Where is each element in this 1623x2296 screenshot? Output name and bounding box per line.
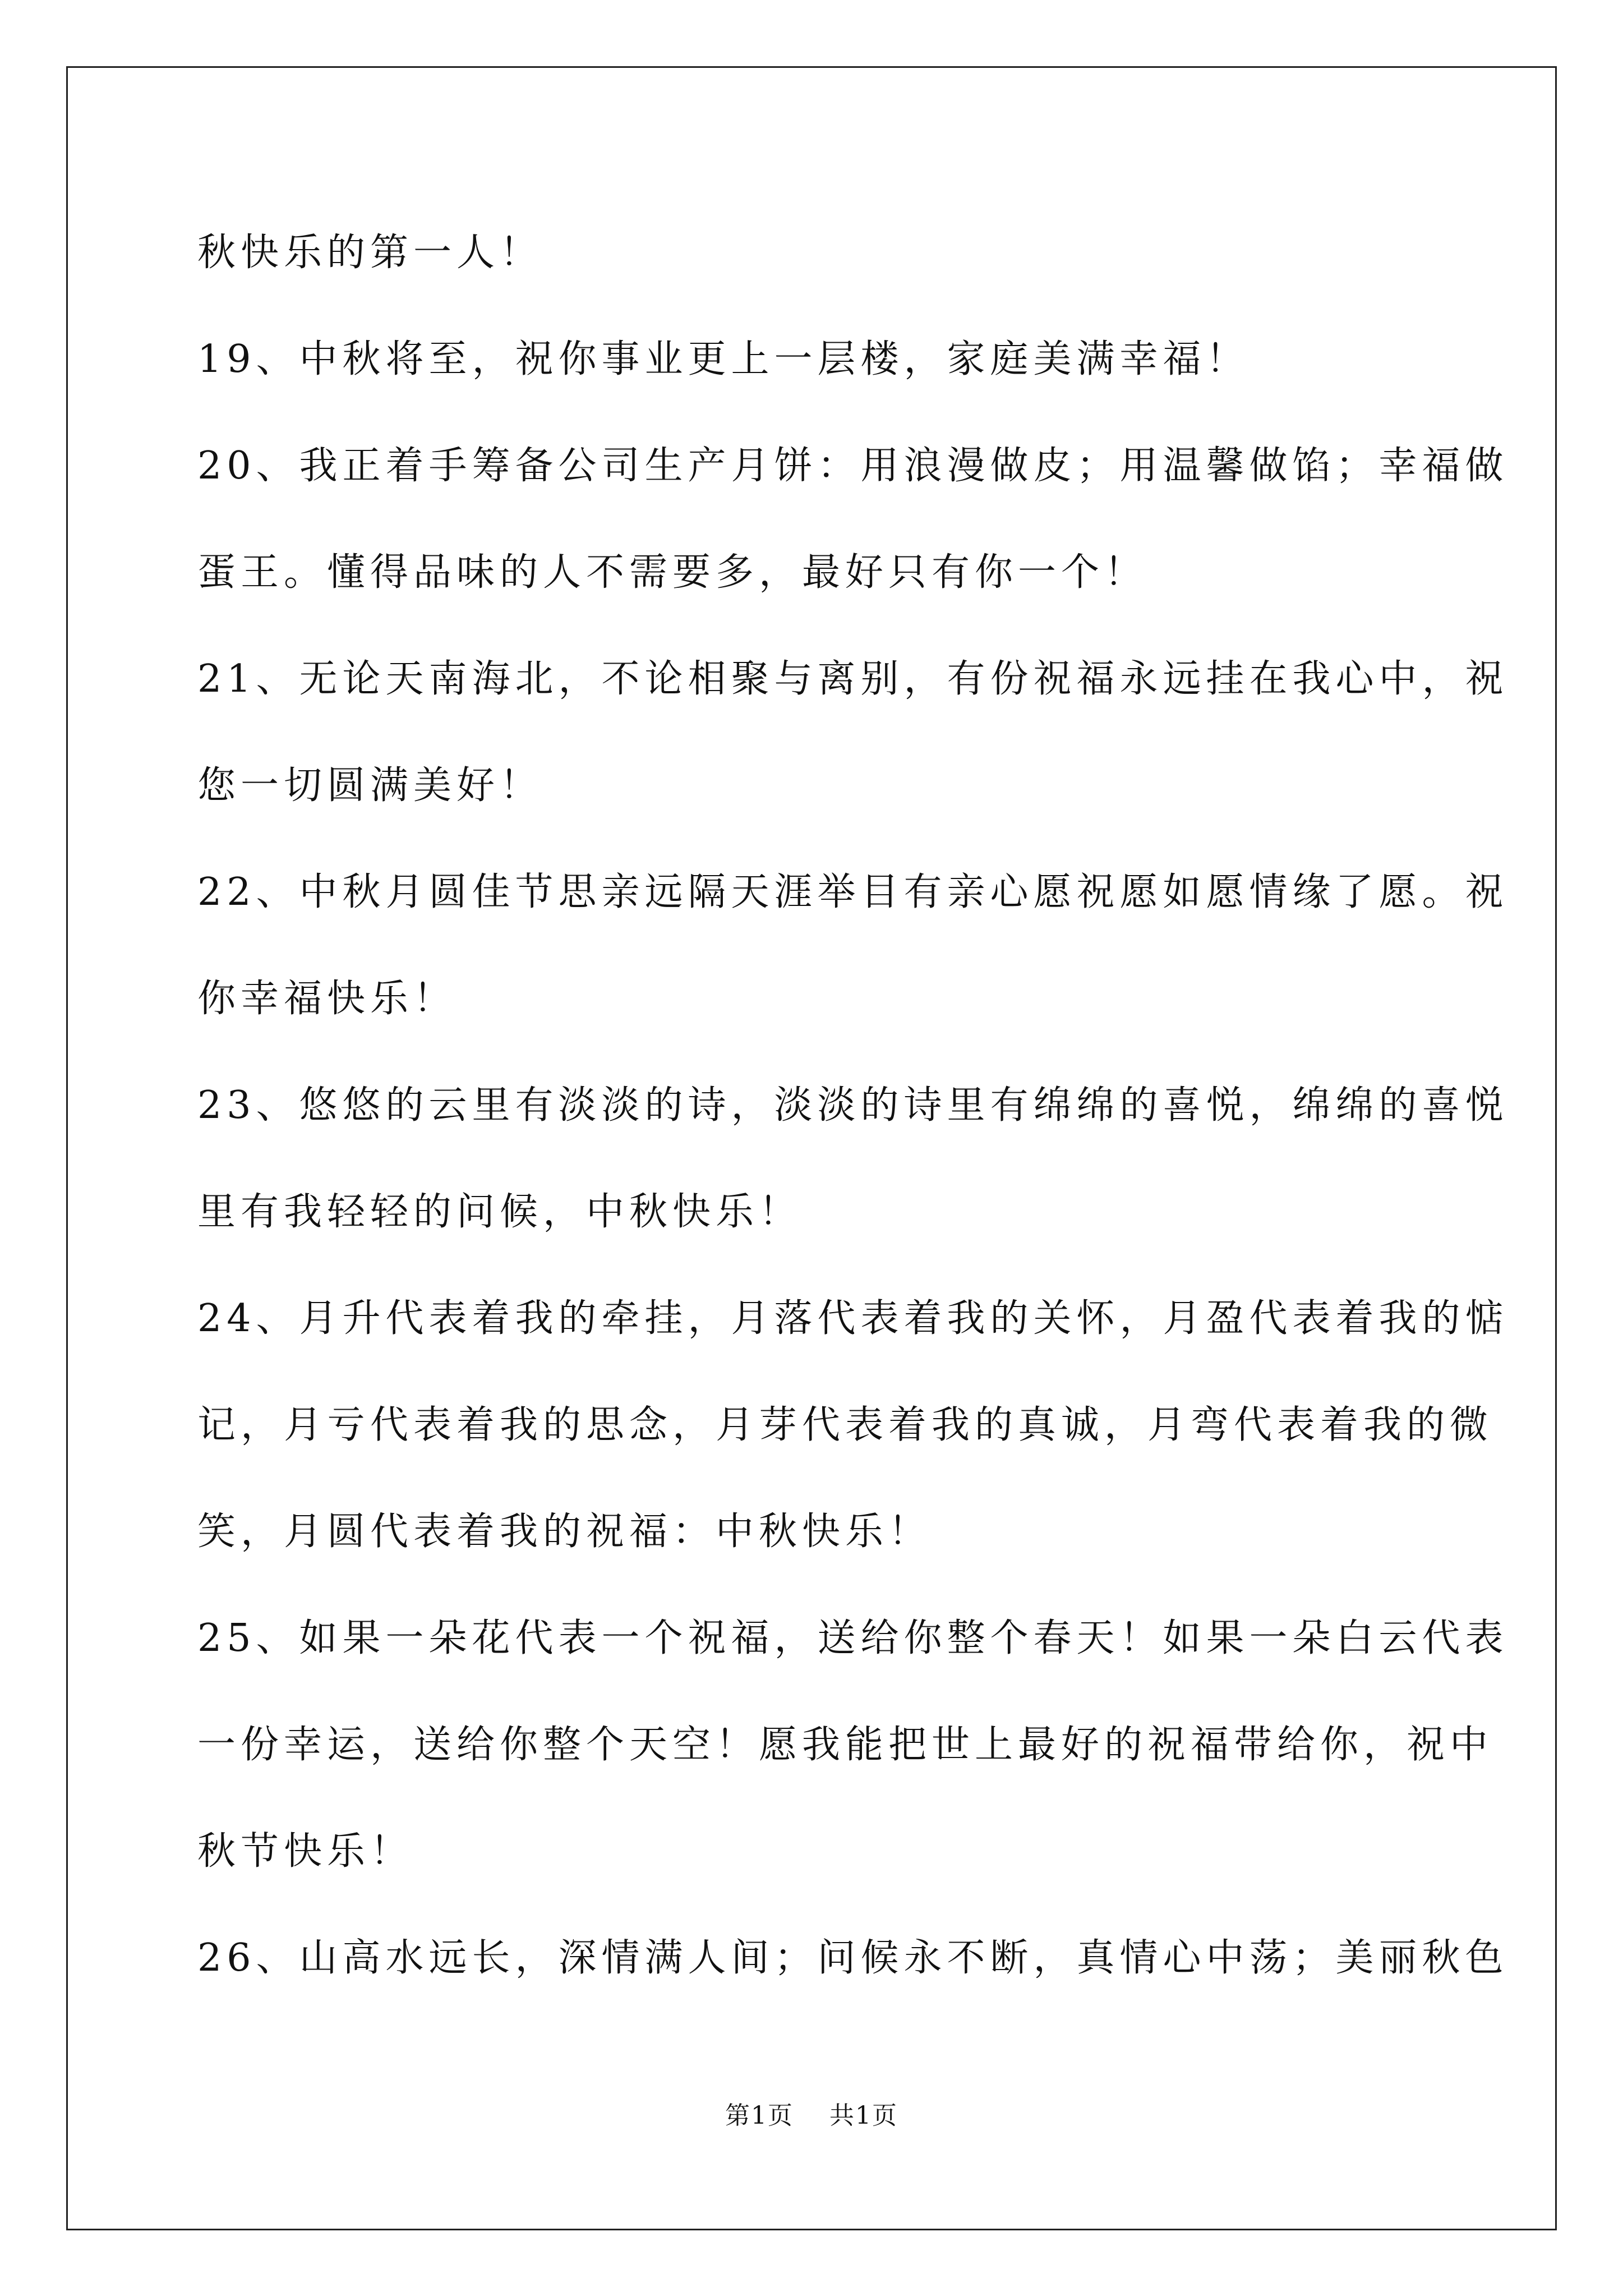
text-line: 一份幸运，送给你整个天空！愿我能把世上最好的祝福带给你，祝中 — [197, 1723, 1493, 1767]
text-line: 笑，月圆代表着我的祝福：中秋快乐！ — [197, 1510, 932, 1554]
text-line: 秋快乐的第一人！ — [197, 231, 543, 275]
text-line: 23、悠悠的云里有淡淡的诗，淡淡的诗里有绵绵的喜悦，绵绵的喜悦 — [197, 1083, 1509, 1128]
document-body — [197, 200, 1509, 2012]
text-line: 25、如果一朵花代表一个祝福，送给你整个春天！如果一朵白云代表 — [197, 1616, 1509, 1660]
page-total: 共1页 — [829, 2101, 898, 2130]
text-line: 记，月亏代表着我的思念，月芽代表着我的真诚，月弯代表着我的微 — [197, 1403, 1493, 1447]
page-number: 第1页 — [725, 2101, 794, 2130]
text-line: 20、我正着手筹备公司生产月饼：用浪漫做皮；用温馨做馅；幸福做 — [197, 444, 1509, 488]
text-line: 22、中秋月圆佳节思亲远隔天涯举目有亲心愿祝愿如愿情缘了愿。祝 — [197, 870, 1509, 914]
text-line: 里有我轻轻的问候，中秋快乐！ — [197, 1190, 803, 1234]
text-line: 你幸福快乐！ — [197, 977, 457, 1021]
text-line: 蛋王。懂得品味的人不需要多，最好只有你一个！ — [197, 550, 1148, 595]
text-line: 21、无论天南海北，不论相聚与离别，有份祝福永远挂在我心中，祝 — [197, 657, 1509, 701]
text-line: 您一切圆满美好！ — [197, 763, 543, 808]
text-line: 秋节快乐！ — [197, 1829, 414, 1874]
text-line: 19、中秋将至，祝你事业更上一层楼，家庭美满幸福！ — [197, 337, 1249, 381]
page-footer — [0, 2095, 1623, 2131]
text-line: 24、月升代表着我的牵挂，月落代表着我的关怀，月盈代表着我的惦 — [197, 1296, 1509, 1341]
text-line: 26、山高水远长，深情满人间；问候永不断，真情心中荡；美丽秋色 — [197, 1936, 1509, 1980]
